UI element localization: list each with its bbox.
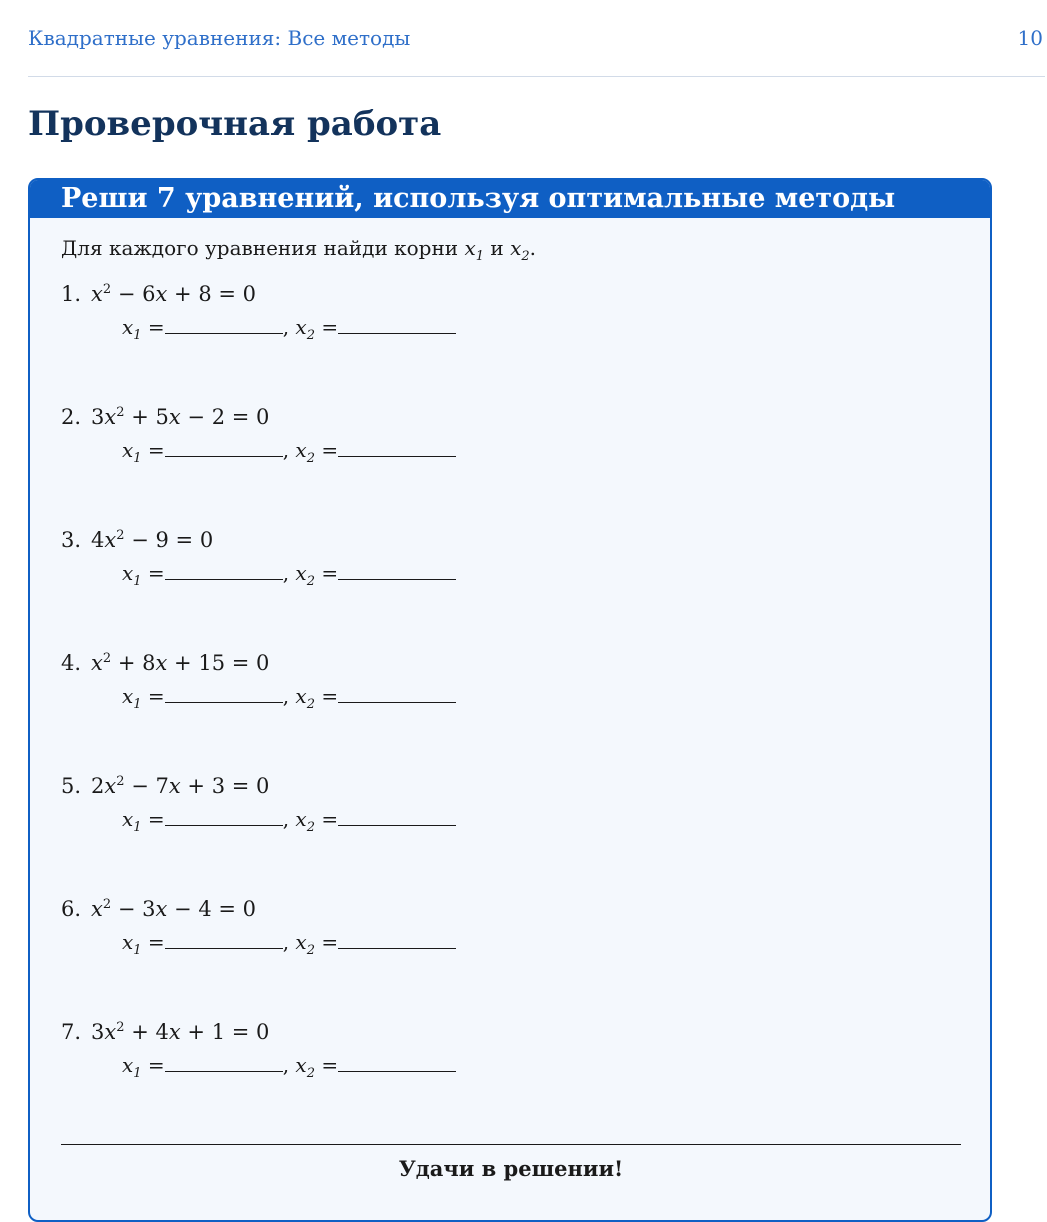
problem-item — [61, 528, 339, 589]
answer-equals: = — [141, 1053, 165, 1077]
problem-number: 7. — [61, 1020, 82, 1044]
answer-x1-label: $x_1$ — [122, 930, 142, 958]
answer-equals: = — [141, 930, 165, 954]
answer-x1-label: $x_1$ — [122, 684, 142, 712]
answer-x1-blank[interactable] — [165, 947, 283, 949]
answer-x2-label: $x_2$ — [295, 684, 315, 712]
answer-separator: , — [282, 561, 296, 585]
answer-separator: , — [282, 807, 296, 831]
problem-equation: $x^2 + 8x + 15 = 0$ — [91, 651, 270, 675]
footer-divider — [61, 1144, 961, 1145]
answer-x1-blank[interactable] — [165, 1070, 283, 1072]
answer-equals: = — [141, 561, 165, 585]
answer-x1-blank[interactable] — [165, 332, 283, 334]
problem-number: 2. — [61, 405, 82, 429]
problem-equation: $3x^2 + 4x + 1 = 0$ — [91, 1020, 270, 1044]
answer-equals: = — [141, 438, 165, 462]
problem-equation: $x^2 - 6x + 8 = 0$ — [91, 282, 257, 306]
answer-equals: = — [141, 684, 165, 708]
answer-x2-blank[interactable] — [338, 578, 456, 580]
problem-number: 3. — [61, 528, 82, 552]
exercise-box — [28, 178, 992, 1222]
answer-x2-label: $x_2$ — [295, 561, 315, 589]
answer-line — [122, 561, 456, 589]
answer-x2-blank[interactable] — [338, 332, 456, 334]
answer-line — [122, 684, 456, 712]
answer-x1-label: $x_1$ — [122, 561, 142, 589]
problem-equation: $2x^2 - 7x + 3 = 0$ — [91, 774, 270, 798]
answer-separator: , — [282, 315, 296, 339]
answer-x2-label: $x_2$ — [295, 807, 315, 835]
answer-line — [122, 807, 456, 835]
answer-equals: = — [314, 1053, 339, 1077]
answer-equals: = — [314, 438, 339, 462]
answer-x2-blank[interactable] — [338, 455, 456, 457]
running-header — [28, 26, 1045, 56]
answer-x2-blank[interactable] — [338, 824, 456, 826]
answer-x1-blank[interactable] — [165, 455, 283, 457]
instruction-prefix: Для каждого уравнения найди корни — [61, 236, 465, 260]
answer-separator: , — [282, 438, 296, 462]
answer-equals: = — [314, 684, 339, 708]
answer-line — [122, 1053, 456, 1081]
answer-separator: , — [282, 684, 296, 708]
footer-message: Удачи в решении! — [398, 1156, 624, 1181]
answer-x1-label: $x_1$ — [122, 315, 142, 343]
answer-x1-blank[interactable] — [165, 578, 283, 580]
problem-item — [61, 1020, 339, 1081]
answer-x1-label: $x_1$ — [122, 438, 142, 466]
answer-x2-label: $x_2$ — [295, 1053, 315, 1081]
problem-number: 6. — [61, 897, 82, 921]
problem-item — [61, 651, 339, 712]
instruction-suffix: . — [529, 236, 537, 260]
answer-equals: = — [141, 315, 165, 339]
problem-item — [61, 897, 339, 958]
answer-separator: , — [282, 1053, 296, 1077]
header-title: Квадратные уравнения: Все методы — [28, 26, 411, 50]
answer-x2-label: $x_2$ — [295, 438, 315, 466]
instruction-text — [61, 236, 537, 264]
problem-number: 5. — [61, 774, 82, 798]
answer-x1-label: $x_1$ — [122, 807, 142, 835]
var-x2: $x_2$ — [510, 236, 530, 264]
answer-x2-label: $x_2$ — [295, 315, 315, 343]
var-x1: $x_1$ — [464, 236, 485, 264]
answer-line — [122, 315, 456, 343]
answer-equals: = — [141, 807, 165, 831]
answer-x1-blank[interactable] — [165, 824, 283, 826]
problem-item — [61, 405, 339, 466]
answer-equals: = — [314, 807, 339, 831]
answer-equals: = — [314, 315, 339, 339]
answer-x2-label: $x_2$ — [295, 930, 315, 958]
answer-separator: , — [282, 930, 296, 954]
answer-x2-blank[interactable] — [338, 701, 456, 703]
answer-line — [122, 930, 456, 958]
problem-equation: $3x^2 + 5x - 2 = 0$ — [91, 405, 270, 429]
answer-x1-label: $x_1$ — [122, 1053, 142, 1081]
page-number: 10 — [1017, 26, 1043, 50]
problem-equation: $4x^2 - 9 = 0$ — [91, 528, 214, 552]
section-title: Проверочная работа — [28, 104, 442, 144]
problem-equation: $x^2 - 3x - 4 = 0$ — [91, 897, 257, 921]
problem-number: 1. — [61, 282, 82, 306]
answer-equals: = — [314, 930, 339, 954]
problem-item — [61, 282, 339, 343]
exercise-box-title: Реши 7 уравнений, используя оптимальные методы — [30, 180, 990, 218]
answer-x2-blank[interactable] — [338, 947, 456, 949]
answer-x1-blank[interactable] — [165, 701, 283, 703]
problem-number: 4. — [61, 651, 82, 675]
problem-item — [61, 774, 339, 835]
answer-x2-blank[interactable] — [338, 1070, 456, 1072]
answer-equals: = — [314, 561, 339, 585]
header-divider — [28, 76, 1045, 77]
instruction-conjunction: и — [484, 236, 511, 260]
answer-line — [122, 438, 456, 466]
